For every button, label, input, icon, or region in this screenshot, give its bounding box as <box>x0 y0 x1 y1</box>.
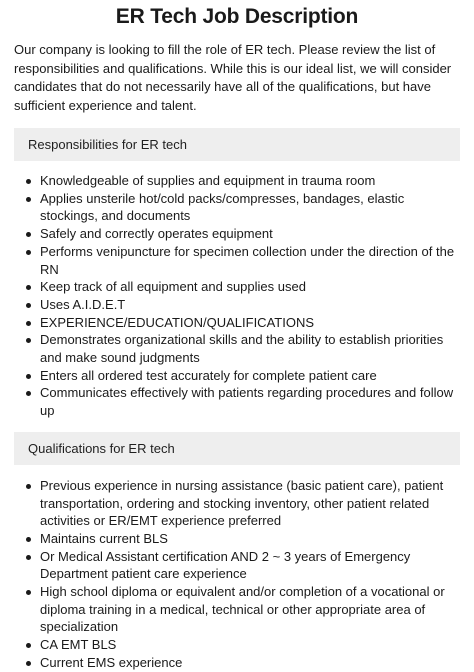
list-item-text: Or Medical Assistant certification AND 2 ~ 3 years of Emergency Department patient care experience <box>40 548 411 582</box>
bullet-icon <box>26 590 31 595</box>
bullet-icon <box>26 338 31 343</box>
qualifications-heading: Qualifications for ER tech <box>14 432 460 465</box>
list-item-text: Communicates effectively with patients regarding procedures and follow up <box>40 385 454 419</box>
list-item <box>26 530 460 548</box>
list-item <box>26 654 460 672</box>
list-item-text: Enters all ordered test accurately for complete patient care <box>40 367 377 383</box>
list-item <box>26 331 460 366</box>
list-item-text: Keep track of all equipment and supplies used <box>40 279 306 295</box>
list-item-text: Applies unsterile hot/cold packs/compresses, bandages, elastic stockings, and documents <box>40 190 405 224</box>
bullet-icon <box>26 484 31 489</box>
list-item-text: Maintains current BLS <box>40 530 168 546</box>
responsibilities-list <box>14 172 460 420</box>
list-item <box>26 548 460 583</box>
responsibilities-heading: Responsibilities for ER tech <box>14 128 460 161</box>
bullet-icon <box>26 285 31 290</box>
list-item <box>26 296 460 314</box>
list-item-text: Uses A.I.D.E.T <box>40 296 126 312</box>
list-item <box>26 225 460 243</box>
intro-paragraph: Our company is looking to fill the role of ER tech. Please review the list of responsibilities and qualifications. While this is our ideal list, we will consider candidates that do not necessarily have all of the qualifications, but have sufficient experience and talent. <box>14 42 452 113</box>
page-title: ER Tech Job Description <box>115 5 359 28</box>
list-item <box>26 367 460 385</box>
list-item <box>26 278 460 296</box>
bullet-icon <box>26 232 31 237</box>
list-item <box>26 477 460 530</box>
bullet-icon <box>26 555 31 560</box>
list-item <box>26 172 460 190</box>
list-item-text: Previous experience in nursing assistance (basic patient care), patient transportation, ordering and stocking inventory, other patient related activities or ER/EMT experience preferred <box>40 477 444 529</box>
list-item-text: EXPERIENCE/EDUCATION/QUALIFICATIONS <box>40 314 315 330</box>
bullet-icon <box>26 303 31 308</box>
list-item <box>26 583 460 636</box>
list-item-text: Knowledgeable of supplies and equipment in trauma room <box>40 173 376 188</box>
bullet-icon <box>26 179 31 184</box>
list-item <box>26 384 460 419</box>
bullet-icon <box>26 321 31 326</box>
bullet-icon <box>26 643 31 648</box>
bullet-icon <box>26 374 31 379</box>
list-item-text: Safely and correctly operates equipment <box>40 226 273 242</box>
bullet-icon <box>26 537 31 542</box>
bullet-icon <box>26 661 31 666</box>
list-item-text: Performs venipuncture for specimen collection under the direction of the RN <box>40 243 455 277</box>
list-item-text: CA EMT BLS <box>40 637 117 653</box>
bullet-icon <box>26 197 31 202</box>
list-item <box>26 314 460 332</box>
list-item-text: High school diploma or equivalent and/or completion of a vocational or diploma training in a medical, technical or other appropriate area of specialization <box>40 584 445 635</box>
bullet-icon <box>26 250 31 255</box>
list-item-text: Demonstrates organizational skills and the ability to establish priorities and make sound judgments <box>40 332 444 366</box>
list-item <box>26 243 460 278</box>
list-item <box>26 636 460 654</box>
list-item-text: Current EMS experience <box>40 654 183 670</box>
qualifications-list <box>14 477 460 672</box>
list-item <box>26 190 460 225</box>
bullet-icon <box>26 391 31 396</box>
